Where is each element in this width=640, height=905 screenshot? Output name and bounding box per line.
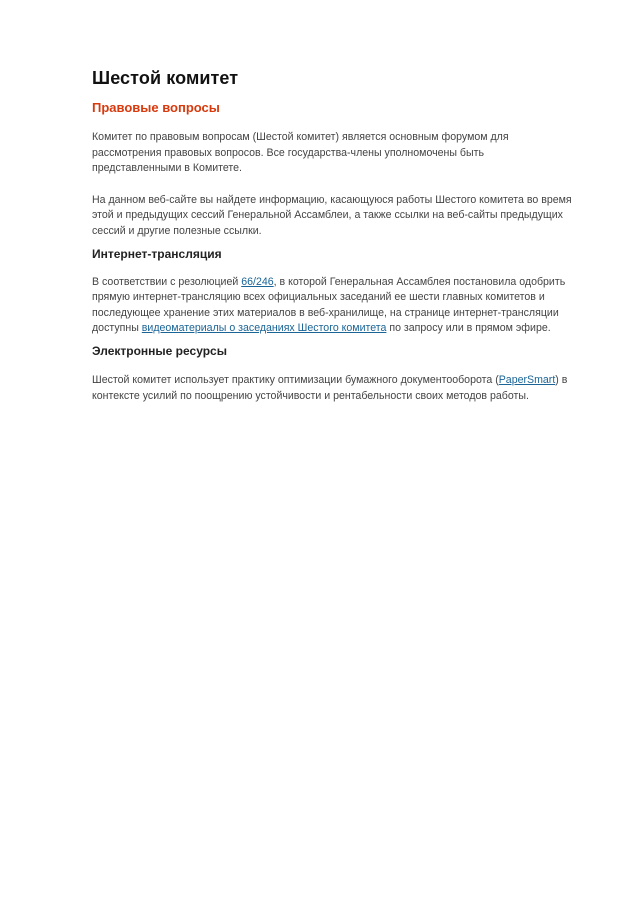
webcast-text-3: по запросу или в прямом эфире. — [386, 322, 551, 335]
eresources-text-2: ) в контексте усилий по поощрению устойчивости и рентабельности своих методов работы. — [92, 373, 568, 402]
page-title: Шестой комитет — [92, 68, 239, 88]
eresources-text-1: Шестой комитет использует практику оптимизации бумажного документооборота ( — [92, 373, 499, 386]
intro-paragraph-2: На данном веб-сайте вы найдете информацию, касающуюся работы Шестого комитета во время этой и предыдущих сессий Генеральной Ассамблеи, а также ссылки на веб-сайты предыдущих сессий и другие полезные ссылки. — [92, 193, 572, 237]
papersmart-link[interactable]: PaperSmart — [498, 373, 556, 386]
eresources-paragraph — [92, 373, 572, 404]
webcast-videos-link[interactable]: видеоматериалы о заседаниях Шестого комитета — [141, 322, 387, 335]
webcast-paragraph — [92, 275, 572, 337]
resolution-link[interactable]: 66/246 — [241, 275, 274, 288]
intro-paragraph-1: Комитет по правовым вопросам (Шестой комитет) является основным форумом для рассмотрения правовых вопросов. Все государства-члены уполномочены быть представленными в Комитете. — [92, 131, 509, 175]
webcast-text-1: В соответствии с резолюцией — [92, 275, 242, 288]
page-subtitle: Правовые вопросы — [92, 100, 220, 115]
document-page — [92, 66, 572, 404]
webcast-heading: Интернет-трансляция — [92, 246, 222, 261]
webcast-text-2: , в которой Генеральная Ассамблея постановила одобрить прямую интернет-трансляцию всех официальных заседаний ее шести главных комитетов и последующее хранение этих материалов в веб-хранилище, на странице интернет-трансляции доступны — [92, 275, 566, 335]
eresources-heading: Электронные ресурсы — [92, 343, 227, 358]
